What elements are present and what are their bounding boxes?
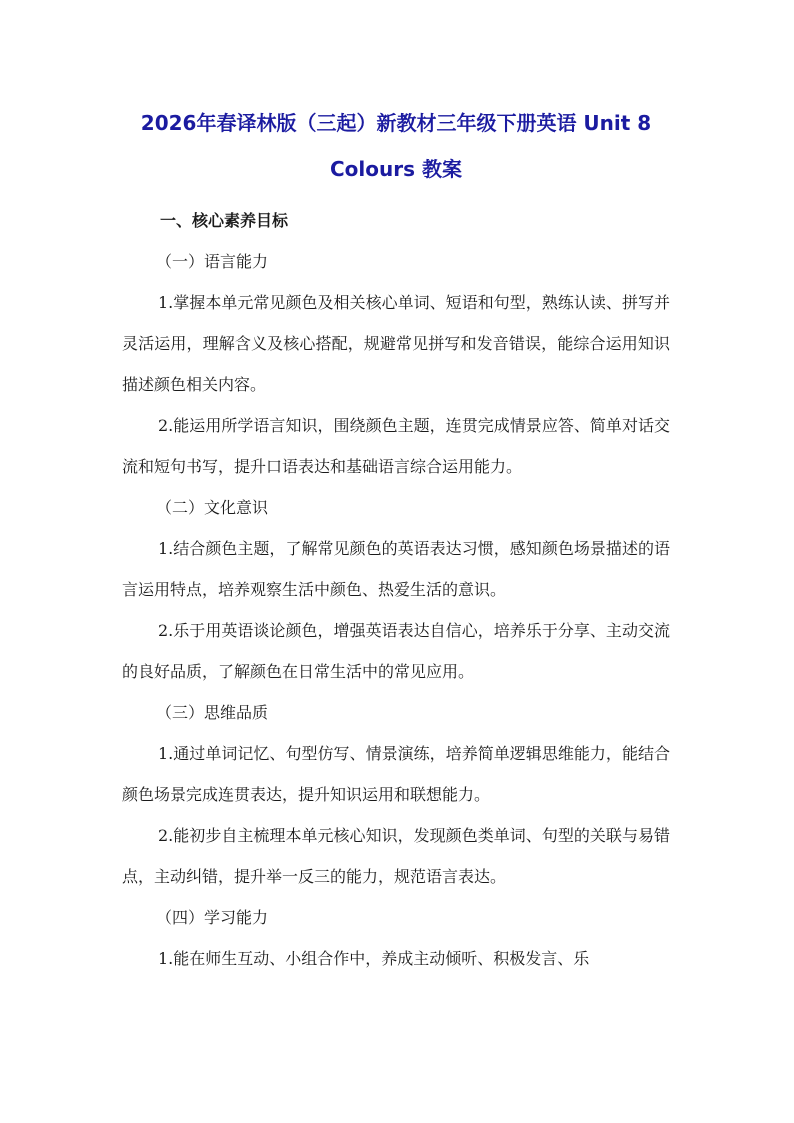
subsection-cultural-awareness: （二）文化意识 <box>156 498 269 517</box>
subsection-learning-ability: （四）学习能力 <box>156 908 269 927</box>
paragraph: 1.能在师生互动、小组合作中，养成主动倾听、积极发言、乐 <box>158 949 590 968</box>
section-heading-core-literacy: 一、核心素养目标 <box>160 211 289 230</box>
paragraph: 2.乐于用英语谈论颜色，增强英语表达自信心，培养乐于分享、主动交流的良好品质，了解颜色在日常生活中的常见应用。 <box>122 621 670 681</box>
paragraph: 1.通过单词记忆、句型仿写、情景演练，培养简单逻辑思维能力，能结合颜色场景完成连贯表达，提升知识运用和联想能力。 <box>122 744 670 804</box>
paragraph: 1.掌握本单元常见颜色及相关核心单词、短语和句型，熟练认读、拼写并灵活运用，理解含义及核心搭配，规避常见拼写和发音错误，能综合运用知识描述颜色相关内容。 <box>122 293 670 394</box>
document-title: 2026年春译林版（三起）新教材三年级下册英语 Unit 8 Colours 教案 <box>140 111 652 181</box>
paragraph: 1.结合颜色主题，了解常见颜色的英语表达习惯，感知颜色场景描述的语言运用特点，培养观察生活中颜色、热爱生活的意识。 <box>122 539 670 599</box>
paragraph: 2.能运用所学语言知识，围绕颜色主题，连贯完成情景应答、简单对话交流和短句书写，提升口语表达和基础语言综合运用能力。 <box>122 416 670 476</box>
subsection-language-ability: （一）语言能力 <box>156 252 269 271</box>
paragraph: 2.能初步自主梳理本单元核心知识，发现颜色类单词、句型的关联与易错点，主动纠错，提升举一反三的能力，规范语言表达。 <box>122 826 670 886</box>
subsection-thinking-quality: （三）思维品质 <box>156 703 269 722</box>
